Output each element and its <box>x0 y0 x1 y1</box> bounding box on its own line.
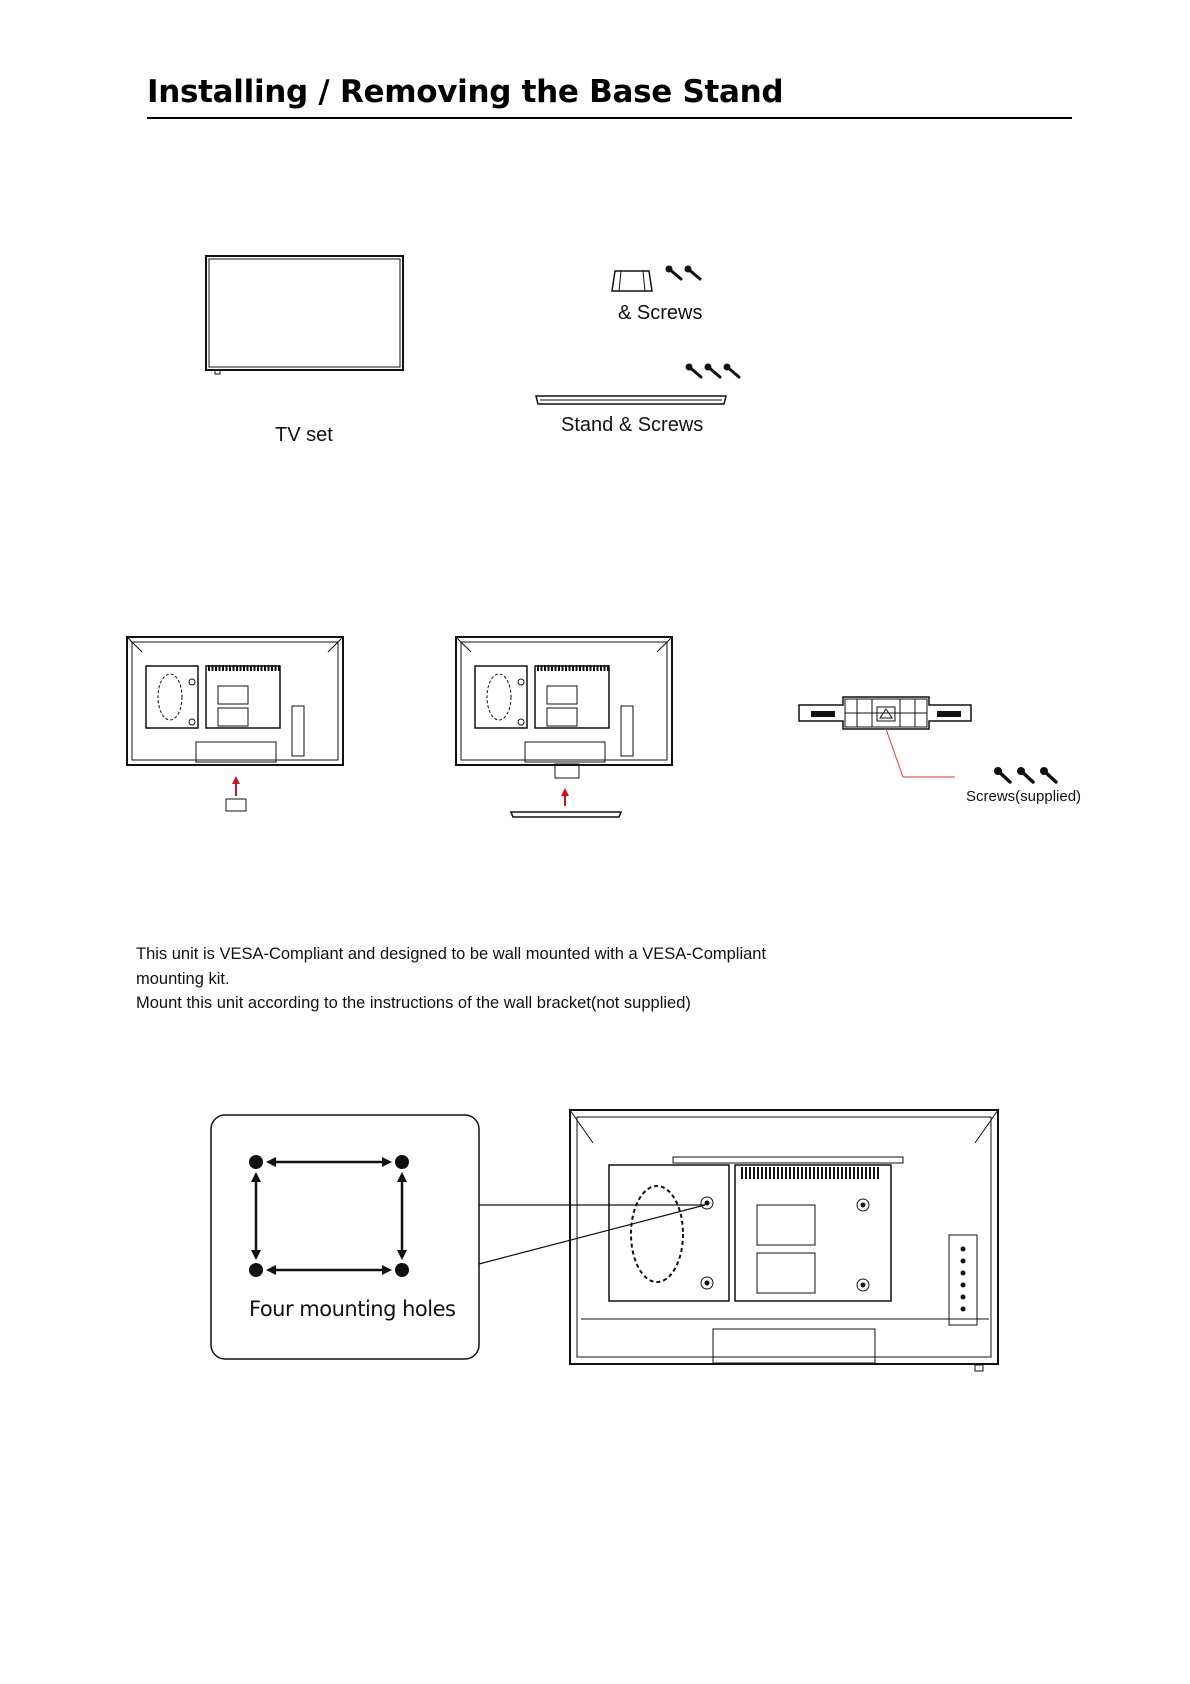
stand-screws-small-label: & Screws <box>618 302 703 324</box>
tv-back-step1-illustration <box>126 636 346 812</box>
screws-supplied-label: Screws(supplied) <box>966 788 1082 805</box>
tv-set-label: TV set <box>275 424 333 446</box>
tv-back-step2-illustration <box>455 636 675 818</box>
wall-mount-line-3: Mount this unit according to the instructions of the wall bracket(not supplied) <box>136 994 691 1012</box>
four-mounting-holes-label: Four mounting holes <box>249 1297 456 1321</box>
stand-screws-label: Stand & Screws <box>561 414 704 436</box>
title-rule <box>147 117 1072 119</box>
tv-set-illustration <box>205 255 409 379</box>
tv-back-vesa-illustration <box>569 1109 1001 1371</box>
mounting-holes-callout <box>210 1114 482 1362</box>
screws-icon <box>993 766 1061 788</box>
wall-mount-line-1: This unit is VESA-Compliant and designed to be wall mounted with a VESA-Compliant <box>136 945 767 963</box>
wall-mount-line-2: mounting kit. <box>136 969 230 988</box>
screws-icon <box>685 363 747 383</box>
small-stand-illustration <box>611 269 655 293</box>
page-title: Installing / Removing the Base Stand <box>147 74 784 110</box>
screws-icon <box>665 265 709 285</box>
stand-underside-illustration <box>797 687 975 787</box>
wall-mount-instructions <box>136 942 896 1016</box>
long-stand-illustration <box>534 394 730 408</box>
